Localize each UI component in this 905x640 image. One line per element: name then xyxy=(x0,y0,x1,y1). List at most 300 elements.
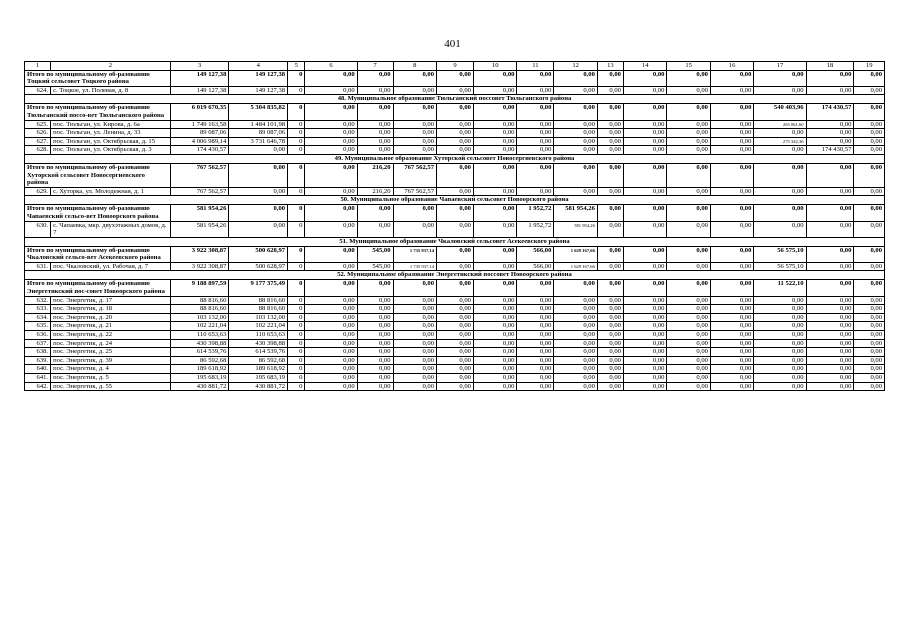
value-cell: 0,00 xyxy=(754,187,806,196)
row-index: 633. xyxy=(25,305,51,314)
section-title: 52. Муниципальное образование Энергетикский поссовет Новоорского района xyxy=(25,271,885,280)
value-cell: 0,00 xyxy=(305,205,357,221)
value-cell: 0,00 xyxy=(710,221,753,237)
value-cell: 189 618,92 xyxy=(229,365,288,374)
value-cell: 0,00 xyxy=(806,163,854,187)
value-cell: 195 683,19 xyxy=(229,374,288,383)
value-cell: 430 398,88 xyxy=(170,339,229,348)
value-cell: 0,00 xyxy=(710,382,753,391)
value-cell: 0,00 xyxy=(854,187,885,196)
value-cell: 0,00 xyxy=(305,339,357,348)
value-cell: 0,00 xyxy=(357,129,393,138)
value-cell: 0,00 xyxy=(754,205,806,221)
value-cell: 0,00 xyxy=(554,163,597,187)
value-cell: 5 304 835,82 xyxy=(229,104,288,120)
value-cell: 0,00 xyxy=(854,205,885,221)
value-cell: 0,00 xyxy=(393,205,436,221)
value-cell: 0,00 xyxy=(710,120,753,129)
value-cell: 0,00 xyxy=(437,120,474,129)
address-cell: пос. Энергетик, д. 20 xyxy=(51,313,171,322)
value-cell: 0,00 xyxy=(437,339,474,348)
value-cell: 0,00 xyxy=(806,305,854,314)
table-row xyxy=(25,322,885,331)
value-cell: 0,00 xyxy=(623,313,666,322)
value-cell: 0,00 xyxy=(806,262,854,271)
column-number: 7 xyxy=(357,62,393,71)
value-cell: 88 816,60 xyxy=(170,296,229,305)
value-cell: 0,00 xyxy=(393,348,436,357)
value-cell: 0,00 xyxy=(806,137,854,146)
value-cell: 566,00 xyxy=(517,262,554,271)
value-cell: 0,00 xyxy=(357,382,393,391)
column-number: 3 xyxy=(170,62,229,71)
value-cell: 0,00 xyxy=(437,382,474,391)
value-cell: 0,00 xyxy=(554,70,597,86)
value-cell: 430 398,88 xyxy=(229,339,288,348)
value-cell: 89 087,06 xyxy=(170,129,229,138)
value-cell: 0,00 xyxy=(806,221,854,237)
value-cell: 0,00 xyxy=(597,129,623,138)
value-cell: 767 562,57 xyxy=(393,187,436,196)
row-index: 624. xyxy=(25,86,51,95)
value-cell: 0,00 xyxy=(710,322,753,331)
total-label: Итого по муниципальному об-разованию Тюльганский поссо-вет Тюльганского района xyxy=(25,104,171,120)
value-cell: 0,00 xyxy=(667,262,710,271)
value-cell: 0,00 xyxy=(473,262,516,271)
header-row xyxy=(25,62,885,71)
value-cell: 0,00 xyxy=(357,356,393,365)
value-cell: 0,00 xyxy=(854,86,885,95)
value-cell: 0,00 xyxy=(517,339,554,348)
column-number: 1 xyxy=(25,62,51,71)
value-cell: 0,00 xyxy=(437,221,474,237)
value-cell: 86 592,68 xyxy=(229,356,288,365)
value-cell: 0,00 xyxy=(854,365,885,374)
value-cell: 56 575,10 xyxy=(754,246,806,262)
value-cell: 0,00 xyxy=(517,70,554,86)
value-cell: 0,00 xyxy=(667,339,710,348)
value-cell: 0,00 xyxy=(305,356,357,365)
value-cell: 0,00 xyxy=(710,70,753,86)
address-cell: пос. Энергетик, д. 39 xyxy=(51,356,171,365)
value-cell: 0,00 xyxy=(806,356,854,365)
value-cell: 0 xyxy=(288,129,305,138)
value-cell: 0,00 xyxy=(393,365,436,374)
column-number: 17 xyxy=(754,62,806,71)
value-cell: 0,00 xyxy=(554,382,597,391)
address-cell: пос. Тюльган, ул. Ленина, д. 33 xyxy=(51,129,171,138)
value-cell: 0,00 xyxy=(437,70,474,86)
value-cell: 0 xyxy=(288,305,305,314)
value-cell: 56 575,10 xyxy=(754,262,806,271)
value-cell: 89 087,06 xyxy=(229,129,288,138)
value-cell: 0,00 xyxy=(597,296,623,305)
value-cell: 0,00 xyxy=(305,246,357,262)
address-cell: пос. Тюльган, ул. Кирова, д. 6а xyxy=(51,120,171,129)
value-cell: 1 735 937,14 xyxy=(393,246,436,262)
row-index: 630. xyxy=(25,221,51,237)
value-cell: 581 954,26 xyxy=(554,221,597,237)
section-title: 49. Муниципальное образование Хуторской сельсовет Новосергиевского района xyxy=(25,154,885,163)
value-cell: 0,00 xyxy=(854,137,885,146)
value-cell: 0,00 xyxy=(393,120,436,129)
value-cell: 0,00 xyxy=(623,221,666,237)
value-cell: 0,00 xyxy=(554,129,597,138)
value-cell: 88 816,60 xyxy=(229,305,288,314)
value-cell: 0,00 xyxy=(806,313,854,322)
value-cell: 0,00 xyxy=(754,322,806,331)
value-cell: 0,00 xyxy=(393,129,436,138)
row-index: 638. xyxy=(25,348,51,357)
value-cell: 0,00 xyxy=(854,348,885,357)
row-index: 626. xyxy=(25,129,51,138)
total-row xyxy=(25,280,885,296)
value-cell: 0,00 xyxy=(754,313,806,322)
value-cell: 0,00 xyxy=(517,146,554,155)
value-cell: 9 177 375,49 xyxy=(229,280,288,296)
value-cell: 0 xyxy=(288,331,305,340)
address-cell: пос. Энергетик, д. 25 xyxy=(51,348,171,357)
value-cell: 0,00 xyxy=(806,296,854,305)
value-cell: 0,00 xyxy=(710,374,753,383)
value-cell: 0,00 xyxy=(393,221,436,237)
value-cell: 0 xyxy=(288,262,305,271)
value-cell: 0,00 xyxy=(710,313,753,322)
column-number: 10 xyxy=(473,62,516,71)
section-row xyxy=(25,237,885,246)
value-cell: 149 127,38 xyxy=(170,70,229,86)
value-cell: 0,00 xyxy=(517,137,554,146)
value-cell: 189 618,92 xyxy=(170,365,229,374)
value-cell: 11 522,10 xyxy=(754,280,806,296)
value-cell: 0,00 xyxy=(229,146,288,155)
value-cell: 0,00 xyxy=(806,86,854,95)
value-cell: 0,00 xyxy=(597,86,623,95)
table-row xyxy=(25,365,885,374)
value-cell: 0,00 xyxy=(597,382,623,391)
value-cell: 0,00 xyxy=(305,313,357,322)
table-row xyxy=(25,313,885,322)
value-cell: 0,00 xyxy=(667,246,710,262)
value-cell: 0 xyxy=(288,280,305,296)
column-number: 14 xyxy=(623,62,666,71)
value-cell: 0,00 xyxy=(357,305,393,314)
section-row xyxy=(25,196,885,205)
value-cell: 0,00 xyxy=(710,246,753,262)
value-cell: 0,00 xyxy=(667,365,710,374)
value-cell: 0,00 xyxy=(305,382,357,391)
value-cell: 0,00 xyxy=(667,205,710,221)
value-cell: 3 731 646,78 xyxy=(229,137,288,146)
value-cell: 0,00 xyxy=(854,322,885,331)
value-cell: 0,00 xyxy=(437,129,474,138)
value-cell: 0,00 xyxy=(623,374,666,383)
value-cell: 0,00 xyxy=(806,365,854,374)
value-cell: 0,00 xyxy=(473,104,516,120)
value-cell: 0,00 xyxy=(597,104,623,120)
value-cell: 0,00 xyxy=(437,187,474,196)
value-cell: 581 954,26 xyxy=(170,221,229,237)
value-cell: 0,00 xyxy=(623,86,666,95)
total-row xyxy=(25,70,885,86)
value-cell: 0,00 xyxy=(357,86,393,95)
value-cell: 0,00 xyxy=(623,331,666,340)
row-index: 640. xyxy=(25,365,51,374)
value-cell: 0,00 xyxy=(667,163,710,187)
value-cell: 0,00 xyxy=(710,331,753,340)
value-cell: 0,00 xyxy=(667,374,710,383)
value-cell: 0,00 xyxy=(473,146,516,155)
value-cell: 767 562,57 xyxy=(170,187,229,196)
value-cell: 0,00 xyxy=(754,374,806,383)
value-cell: 0,00 xyxy=(357,374,393,383)
value-cell: 0,00 xyxy=(437,313,474,322)
value-cell: 0,00 xyxy=(554,365,597,374)
table-row xyxy=(25,356,885,365)
value-cell: 0,00 xyxy=(554,104,597,120)
value-cell: 0,00 xyxy=(667,104,710,120)
value-cell: 0,00 xyxy=(305,296,357,305)
value-cell: 0,00 xyxy=(393,86,436,95)
value-cell: 0,00 xyxy=(554,322,597,331)
address-cell: пос. Энергетик, д. 21 xyxy=(51,322,171,331)
value-cell: 0,00 xyxy=(806,205,854,221)
value-cell: 0,00 xyxy=(754,339,806,348)
value-cell: 0,00 xyxy=(305,187,357,196)
value-cell: 0,00 xyxy=(473,86,516,95)
value-cell: 0,00 xyxy=(473,129,516,138)
value-cell: 0,00 xyxy=(854,331,885,340)
table-row xyxy=(25,120,885,129)
total-row xyxy=(25,205,885,221)
value-cell: 0,00 xyxy=(437,86,474,95)
value-cell: 0,00 xyxy=(437,146,474,155)
value-cell: 0,00 xyxy=(597,120,623,129)
value-cell: 0,00 xyxy=(854,382,885,391)
value-cell: 0,00 xyxy=(357,365,393,374)
total-label: Итого по муниципальному об-разованию Чкаловский сельсо-вет Асекеевского района xyxy=(25,246,171,262)
value-cell: 0,00 xyxy=(437,365,474,374)
value-cell: 0,00 xyxy=(473,374,516,383)
value-cell: 0,00 xyxy=(437,246,474,262)
value-cell: 0,00 xyxy=(517,280,554,296)
value-cell: 0,00 xyxy=(667,305,710,314)
table-row xyxy=(25,146,885,155)
row-index: 636. xyxy=(25,331,51,340)
value-cell: 0,00 xyxy=(229,205,288,221)
value-cell: 0 xyxy=(288,221,305,237)
total-label: Итого по муниципальному об-разованию Хуторской сельсовет Новосергиевского района xyxy=(25,163,171,187)
value-cell: 0,00 xyxy=(854,280,885,296)
value-cell: 0 xyxy=(288,146,305,155)
value-cell: 0,00 xyxy=(357,205,393,221)
value-cell: 0,00 xyxy=(806,374,854,383)
value-cell: 0,00 xyxy=(473,120,516,129)
row-index: 634. xyxy=(25,313,51,322)
value-cell: 0,00 xyxy=(305,322,357,331)
value-cell: 0,00 xyxy=(806,348,854,357)
total-row xyxy=(25,104,885,120)
column-number: 6 xyxy=(305,62,357,71)
column-number: 8 xyxy=(393,62,436,71)
value-cell: 0,00 xyxy=(667,146,710,155)
value-cell: 0,00 xyxy=(754,331,806,340)
value-cell: 0,00 xyxy=(393,146,436,155)
section-title: 51. Муниципальное образование Чкаловский сельсовет Асекеевского района xyxy=(25,237,885,246)
value-cell: 0,00 xyxy=(710,146,753,155)
table-row xyxy=(25,129,885,138)
value-cell: 0,00 xyxy=(623,382,666,391)
value-cell: 0 xyxy=(288,374,305,383)
value-cell: 540 403,96 xyxy=(754,104,806,120)
value-cell: 0,00 xyxy=(597,187,623,196)
value-cell: 0,00 xyxy=(473,246,516,262)
value-cell: 0,00 xyxy=(667,137,710,146)
value-cell: 0,00 xyxy=(437,374,474,383)
value-cell: 0,00 xyxy=(623,365,666,374)
value-cell: 0,00 xyxy=(667,129,710,138)
value-cell: 0,00 xyxy=(517,348,554,357)
value-cell: 0 xyxy=(288,187,305,196)
value-cell: 0,00 xyxy=(437,280,474,296)
value-cell: 1 735 937,14 xyxy=(393,262,436,271)
value-cell: 110 653,63 xyxy=(229,331,288,340)
value-cell: 0,00 xyxy=(554,356,597,365)
value-cell: 0,00 xyxy=(710,129,753,138)
value-cell: 174 430,57 xyxy=(806,146,854,155)
value-cell: 0,00 xyxy=(806,322,854,331)
value-cell: 0,00 xyxy=(517,313,554,322)
value-cell: 0,00 xyxy=(357,339,393,348)
value-cell: 0,00 xyxy=(806,382,854,391)
value-cell: 500 628,97 xyxy=(229,246,288,262)
table-row xyxy=(25,86,885,95)
value-cell: 174 430,57 xyxy=(170,146,229,155)
value-cell: 0,00 xyxy=(667,280,710,296)
value-cell: 767 562,57 xyxy=(393,163,436,187)
value-cell: 0,00 xyxy=(357,348,393,357)
value-cell: 0,00 xyxy=(554,374,597,383)
value-cell: 0,00 xyxy=(667,70,710,86)
value-cell: 0,00 xyxy=(623,205,666,221)
address-cell: пос. Чкаловский, ул. Рабочая, д. 7 xyxy=(51,262,171,271)
value-cell: 0,00 xyxy=(437,305,474,314)
value-cell: 0,00 xyxy=(517,382,554,391)
value-cell: 0,00 xyxy=(667,221,710,237)
value-cell: 0,00 xyxy=(393,305,436,314)
value-cell: 0,00 xyxy=(710,339,753,348)
value-cell: 0,00 xyxy=(854,313,885,322)
value-cell: 0,00 xyxy=(667,313,710,322)
section-row xyxy=(25,95,885,104)
value-cell: 0 xyxy=(288,205,305,221)
value-cell: 0,00 xyxy=(473,313,516,322)
value-cell: 0,00 xyxy=(597,305,623,314)
value-cell: 0,00 xyxy=(357,104,393,120)
table-row xyxy=(25,262,885,271)
row-index: 641. xyxy=(25,374,51,383)
value-cell: 0 xyxy=(288,365,305,374)
value-cell: 0,00 xyxy=(393,331,436,340)
value-cell: 0,00 xyxy=(597,374,623,383)
total-label: Итого по муниципальному об-разованию Тоцкий сельсовет Тоцкого района xyxy=(25,70,171,86)
value-cell: 0,00 xyxy=(305,331,357,340)
value-cell: 0 xyxy=(288,70,305,86)
value-cell: 0,00 xyxy=(357,221,393,237)
address-cell: пос. Энергетик, д. 5 xyxy=(51,374,171,383)
value-cell: 0,00 xyxy=(667,382,710,391)
value-cell: 0,00 xyxy=(473,365,516,374)
row-index: 625. xyxy=(25,120,51,129)
value-cell: 0,00 xyxy=(517,365,554,374)
value-cell: 0,00 xyxy=(623,146,666,155)
value-cell: 0,00 xyxy=(854,339,885,348)
value-cell: 0,00 xyxy=(357,70,393,86)
value-cell: 0,00 xyxy=(806,187,854,196)
value-cell: 0,00 xyxy=(710,262,753,271)
value-cell: 0,00 xyxy=(623,305,666,314)
column-number: 12 xyxy=(554,62,597,71)
value-cell: 0,00 xyxy=(597,246,623,262)
value-cell: 0 xyxy=(288,322,305,331)
value-cell: 0,00 xyxy=(473,205,516,221)
row-index: 637. xyxy=(25,339,51,348)
value-cell: 0,00 xyxy=(517,356,554,365)
value-cell: 0,00 xyxy=(667,322,710,331)
value-cell: 0,00 xyxy=(854,221,885,237)
value-cell: 0,00 xyxy=(754,86,806,95)
value-cell: 0,00 xyxy=(229,163,288,187)
value-cell: 0,00 xyxy=(597,221,623,237)
value-cell: 0,00 xyxy=(623,296,666,305)
table-row xyxy=(25,187,885,196)
row-index: 632. xyxy=(25,296,51,305)
value-cell: 0,00 xyxy=(710,137,753,146)
value-cell: 0,00 xyxy=(754,70,806,86)
value-cell: 0,00 xyxy=(854,296,885,305)
table-row xyxy=(25,305,885,314)
value-cell: 0,00 xyxy=(554,146,597,155)
table-row xyxy=(25,296,885,305)
value-cell: 0,00 xyxy=(754,221,806,237)
value-cell: 0,00 xyxy=(517,305,554,314)
value-cell: 581 954,26 xyxy=(554,205,597,221)
row-index: 629. xyxy=(25,187,51,196)
table-row xyxy=(25,382,885,391)
value-cell: 614 539,76 xyxy=(229,348,288,357)
value-cell: 0,00 xyxy=(710,305,753,314)
value-cell: 0,00 xyxy=(754,305,806,314)
column-number: 18 xyxy=(806,62,854,71)
value-cell: 0,00 xyxy=(623,280,666,296)
value-cell: 0,00 xyxy=(597,205,623,221)
value-cell: 0 xyxy=(288,120,305,129)
value-cell: 9 188 897,59 xyxy=(170,280,229,296)
value-cell: 0,00 xyxy=(393,339,436,348)
address-cell: с. Хуторка, ул. Молодежная, д. 1 xyxy=(51,187,171,196)
value-cell: 0,00 xyxy=(597,70,623,86)
value-cell: 0,00 xyxy=(710,356,753,365)
value-cell: 195 683,19 xyxy=(170,374,229,383)
value-cell: 0 xyxy=(288,104,305,120)
value-cell: 0,00 xyxy=(393,356,436,365)
value-cell: 0,00 xyxy=(806,339,854,348)
value-cell: 0,00 xyxy=(473,339,516,348)
value-cell: 0,00 xyxy=(597,348,623,357)
value-cell: 0 xyxy=(288,356,305,365)
value-cell: 0,00 xyxy=(305,70,357,86)
value-cell: 0,00 xyxy=(473,187,516,196)
